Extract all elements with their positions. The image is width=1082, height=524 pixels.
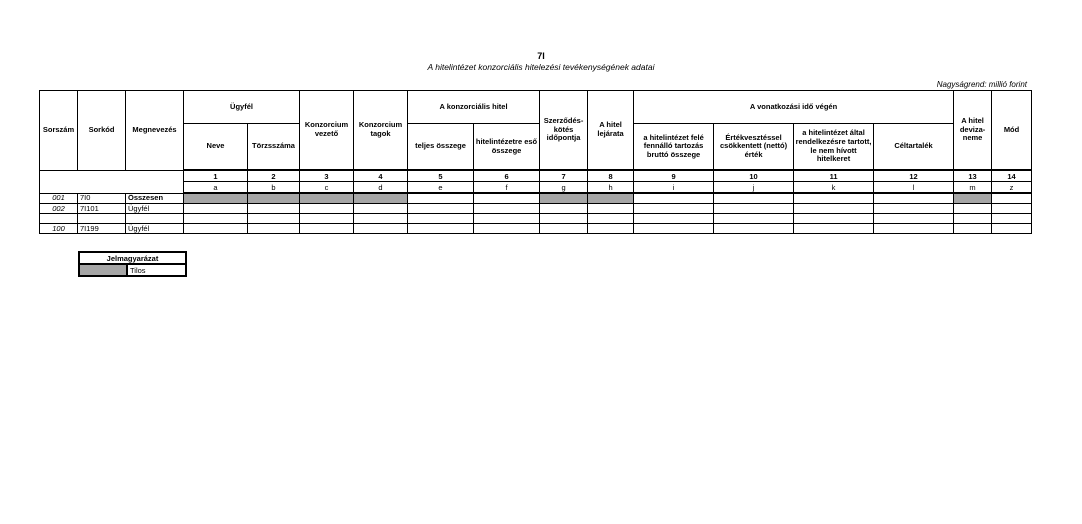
header-vonatkozasi-ido: A vonatkozási idő végén: [634, 91, 954, 124]
data-cell[interactable]: [474, 224, 540, 234]
table-row: [40, 224, 1032, 234]
col-number: 6: [474, 170, 540, 182]
table-row-total: [40, 193, 1032, 204]
col-letter: l: [874, 182, 954, 194]
data-cell[interactable]: [954, 214, 992, 224]
col-number: 9: [634, 170, 714, 182]
row-megnevezes: [126, 214, 184, 224]
row-megnevezes: Összesen: [126, 193, 184, 204]
col-letter: g: [540, 182, 588, 194]
data-cell[interactable]: [540, 214, 588, 224]
data-cell[interactable]: [248, 214, 300, 224]
header-megnevezes: Megnevezés: [126, 91, 184, 171]
header-rendelkezesre: a hitelintézet által rendelkezésre tartott, le nem hívott hitelkeret: [794, 124, 874, 171]
header-konzorcium-tagok: Konzorcium tagok: [354, 91, 408, 171]
legend-title: Jelmagyarázat: [79, 252, 186, 264]
header-teljes-osszege: teljes összege: [408, 124, 474, 171]
data-cell[interactable]: [794, 224, 874, 234]
data-cell[interactable]: [300, 204, 354, 214]
form-title: A hitelintézet konzorciális hitelezési tevékenységének adatai: [427, 62, 655, 72]
forbidden-cell: [300, 193, 354, 204]
data-cell[interactable]: [714, 204, 794, 214]
data-cell[interactable]: [874, 193, 954, 204]
legend-label: Tilos: [127, 264, 186, 276]
header-neve: Neve: [184, 124, 248, 171]
forbidden-cell: [248, 193, 300, 204]
blank-header-cell: [40, 170, 184, 193]
legend-swatch: [79, 264, 127, 276]
row-sorkod: 7I199: [78, 224, 126, 234]
data-cell[interactable]: [874, 204, 954, 214]
data-cell[interactable]: [354, 214, 408, 224]
data-cell[interactable]: [714, 193, 794, 204]
data-cell[interactable]: [540, 224, 588, 234]
col-letter: f: [474, 182, 540, 194]
col-letter: e: [408, 182, 474, 194]
data-cell[interactable]: [184, 214, 248, 224]
row-megnevezes: Ügyfél: [126, 224, 184, 234]
col-number: 13: [954, 170, 992, 182]
unit-label: Nagyságrend: millió forint: [936, 80, 1027, 89]
data-cell[interactable]: [874, 214, 954, 224]
col-letter: k: [794, 182, 874, 194]
forbidden-cell: [184, 193, 248, 204]
data-cell[interactable]: [540, 204, 588, 214]
data-cell[interactable]: [248, 204, 300, 214]
col-number: 11: [794, 170, 874, 182]
row-sorszam: [40, 214, 78, 224]
forbidden-cell: [540, 193, 588, 204]
row-sorkod: 7I101: [78, 204, 126, 214]
forbidden-cell: [954, 193, 992, 204]
col-number: 14: [992, 170, 1032, 182]
data-cell[interactable]: [474, 214, 540, 224]
data-cell[interactable]: [954, 204, 992, 214]
data-cell[interactable]: [408, 214, 474, 224]
data-cell[interactable]: [474, 193, 540, 204]
table-row: [40, 214, 1032, 224]
header-ertekvesztessel: Értékvesztéssel csökkentett (nettó) érték: [714, 124, 794, 171]
data-cell[interactable]: [714, 214, 794, 224]
data-cell[interactable]: [794, 214, 874, 224]
col-number: 10: [714, 170, 794, 182]
col-letter: z: [992, 182, 1032, 194]
col-number: 1: [184, 170, 248, 182]
col-number: 4: [354, 170, 408, 182]
header-szerzodes: Szerződés-kötés időpontja: [540, 91, 588, 171]
data-cell[interactable]: [714, 224, 794, 234]
header-hitel-lejarata: A hitel lejárata: [588, 91, 634, 171]
data-cell[interactable]: [408, 204, 474, 214]
form-code: 7I: [537, 51, 545, 61]
header-konzorcium-vezeto: Konzorcium vezető: [300, 91, 354, 171]
data-cell[interactable]: [408, 224, 474, 234]
data-cell[interactable]: [992, 193, 1032, 204]
header-fennallo: a hitelintézet felé fennálló tartozás bruttó összege: [634, 124, 714, 171]
col-number: 3: [300, 170, 354, 182]
data-cell[interactable]: [992, 214, 1032, 224]
data-cell[interactable]: [588, 214, 634, 224]
data-cell[interactable]: [794, 193, 874, 204]
col-number: 2: [248, 170, 300, 182]
col-letter: i: [634, 182, 714, 194]
header-ugyfel: Ügyfél: [184, 91, 300, 124]
header-celtartalek: Céltartalék: [874, 124, 954, 171]
col-number: 5: [408, 170, 474, 182]
data-cell[interactable]: [992, 204, 1032, 214]
header-hitelintezetre-eso: hitelintézetre eső összege: [474, 124, 540, 171]
data-cell[interactable]: [874, 224, 954, 234]
row-sorkod: [78, 214, 126, 224]
col-letter: c: [300, 182, 354, 194]
col-number: 7: [540, 170, 588, 182]
data-cell[interactable]: [408, 193, 474, 204]
data-cell[interactable]: [588, 224, 634, 234]
header-devizaneme: A hitel deviza-neme: [954, 91, 992, 171]
data-cell[interactable]: [634, 193, 714, 204]
header-sorkod: Sorkód: [78, 91, 126, 171]
data-cell[interactable]: [474, 204, 540, 214]
data-cell[interactable]: [634, 224, 714, 234]
row-sorszam: 002: [40, 204, 78, 214]
data-cell[interactable]: [794, 204, 874, 214]
data-cell[interactable]: [248, 224, 300, 234]
row-sorszam: 100: [40, 224, 78, 234]
header-mod: Mód: [992, 91, 1032, 171]
data-cell[interactable]: [634, 214, 714, 224]
data-cell[interactable]: [634, 204, 714, 214]
col-number: 12: [874, 170, 954, 182]
row-sorkod: 7I0: [78, 193, 126, 204]
data-cell[interactable]: [354, 204, 408, 214]
table-row: [40, 204, 1032, 214]
col-letter: d: [354, 182, 408, 194]
data-cell[interactable]: [354, 224, 408, 234]
col-number: 8: [588, 170, 634, 182]
row-sorszam: 001: [40, 193, 78, 204]
col-letter: a: [184, 182, 248, 194]
data-table: [39, 90, 1032, 234]
data-cell[interactable]: [300, 224, 354, 234]
data-cell[interactable]: [184, 204, 248, 214]
data-cell[interactable]: [588, 204, 634, 214]
data-cell[interactable]: [300, 214, 354, 224]
data-cell[interactable]: [184, 224, 248, 234]
data-cell[interactable]: [992, 224, 1032, 234]
legend: [78, 251, 187, 277]
col-letter: h: [588, 182, 634, 194]
forbidden-cell: [354, 193, 408, 204]
col-letter: m: [954, 182, 992, 194]
forbidden-cell: [588, 193, 634, 204]
header-torzsszama: Törzsszáma: [248, 124, 300, 171]
col-letter: b: [248, 182, 300, 194]
data-cell[interactable]: [954, 224, 992, 234]
header-konzorcialis-hitel: A konzorciális hitel: [408, 91, 540, 124]
col-letter: j: [714, 182, 794, 194]
row-megnevezes: Ügyfél: [126, 204, 184, 214]
header-sorszam: Sorszám: [40, 91, 78, 171]
